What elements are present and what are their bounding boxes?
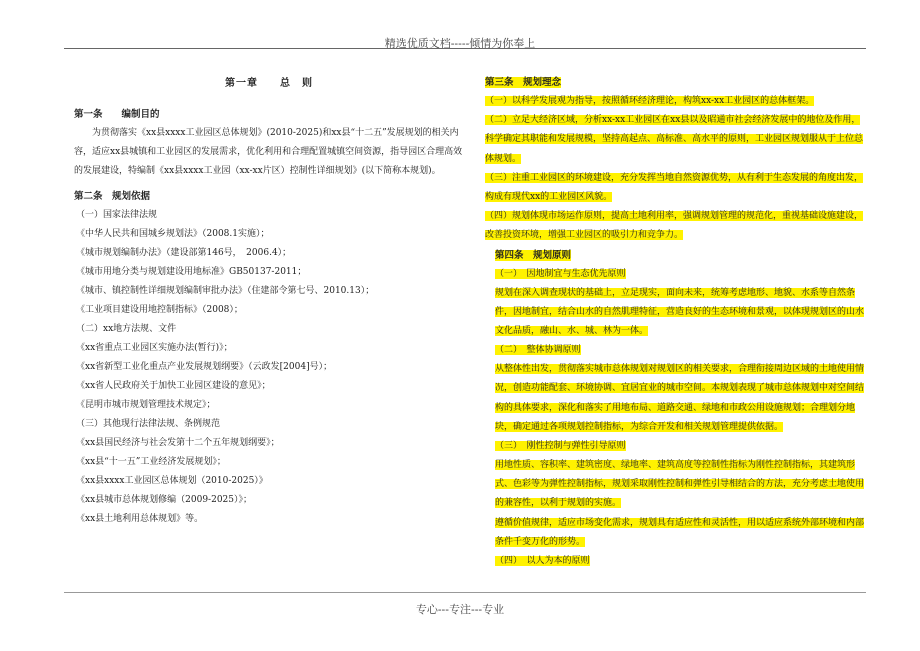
article-2-title: 第二条 规划依据 — [74, 191, 151, 202]
basis-item: 《xx省重点工业园区实施办法(暂行)》； — [76, 343, 233, 353]
basis-item: 《xx省新型工业化重点产业发展规划纲要》（云政发[2004]号）； — [76, 362, 333, 372]
basis-item: （一）国家法律法规 — [76, 210, 158, 220]
article-3-title: 第三条 规划理念 — [485, 77, 562, 88]
article-1-body: 为贯彻落实《xx县xxxx工业园区总体规划》(2010-2025)和xx县“十二五”发展规划的相关内容，适应xx县城镇和工业园区的发展需求，优化利用和合理配置城镇空间资源，指导园区合理高效的发展建设，特编制《xx县xxxx工业园（xx-xx片区）控制性详细规划》(以下简称本规划)。 — [74, 128, 463, 176]
basis-item: （三）其他现行法律法规、条例规范 — [76, 419, 221, 429]
article-4-title: 第四条 规划原则 — [495, 249, 572, 261]
principle-subtitle: （一） 因地制宜与生态优先原则 — [495, 268, 626, 279]
article-1-title: 第一条 编制目的 — [74, 109, 160, 120]
basis-item: 《工业项目建设用地控制指标》（2008）； — [76, 305, 243, 315]
basis-item: 《昆明市城市规划管理技术规定》； — [76, 400, 216, 410]
basis-item: 《xx县土地利用总体规划》等。 — [76, 514, 204, 524]
basis-item: 《xx县“十一五”工业经济发展规划》； — [76, 457, 226, 467]
basis-item: 《xx县国民经济与社会发第十二个五年规划纲要》； — [76, 438, 280, 448]
principle-subtitle: （二） 整体协调原则 — [495, 345, 581, 356]
principle-body: 规划在深入调查现状的基础上，立足现实，面向未来，统筹考虑地形、地貌、水系等自然条件，因地制宜，结合山水的自然肌理特征，营造良好的生态环境和景观，以体现规划区的山水文化品质，融山、水、城、林为一体。 — [495, 287, 865, 337]
principle-body: 遵循价值规律，适应市场变化需求，规划具有适应性和灵活性，用以适应系统外部环境和内部条件千变万化的形势。 — [495, 517, 865, 547]
basis-item: 《xx县城市总体规划修编（2009-2025）》； — [76, 495, 253, 505]
basis-item: 《城市用地分类与规划建设用地标准》GB50137-2011； — [76, 267, 307, 277]
concept-para: （一）以科学发展观为指导，按照循环经济理论，构筑xx-xx工业园区的总体框架。 — [485, 96, 815, 106]
principle-body: 用地性质、容积率、建筑密度、绿地率、建筑高度等控制性指标为刚性控制指标，其建筑形式、色彩等为弹性控制指标，规划采取刚性控制和弹性引导相结合的方法，充分考虑土地使用的兼容性，以利于规划的实施。 — [495, 460, 865, 509]
basis-item: 《中华人民共和国城乡规划法》（2008.1实施）； — [76, 229, 270, 239]
basis-item: 《城市、镇控制性详细规划编制审批办法》（住建部令第七号、2010.13）； — [76, 286, 375, 296]
basis-item: （二）xx地方法规、文件 — [76, 324, 177, 334]
principle-body: 从整体性出发，贯彻落实城市总体规划对规划区的相关要求，合理衔接周边区域的土地使用情况，创造功能配套、环境协调、宜居宜业的城市空间。本规划表现了城市总体规划中对空间结构的具体要求，深化和落实了用地布局、道路交通、绿地和市政公用设施规划；合理划分地块，确定通过各项规划控制指标，为综合开发和相关规划管理提供依据。 — [495, 364, 865, 432]
basis-item: 《城市规划编制办法》（建设部第146号， 2006.4）； — [76, 248, 292, 258]
page-footer: 专心---专注---专业 — [415, 603, 505, 616]
basis-item: 《xx县xxxx工业园区总体规划（2010-2025）》 — [76, 476, 268, 486]
basis-item: 《xx省人民政府关于加快工业园区建设的意见》； — [76, 381, 271, 391]
chapter-title: 第一章 总 则 — [225, 78, 313, 89]
right-column — [485, 73, 867, 571]
page-header: 精选优质文档-----倾情为你奉上 — [384, 37, 536, 50]
concept-para: （四）规划体现市场运作原则，提高土地利用率，强调规划管理的规范化，重视基础设施建设，改善投资环境，增强工业园区的吸引力和竞争力。 — [485, 211, 864, 241]
concept-para: （二）立足大经济区域，分析xx-xx工业园区在xx县以及昭通市社会经济发展中的地位及作用，科学确定其职能和发展规模，坚持高起点、高标准、高水平的原则，工业园区规划服从于上位总体规划。 — [485, 115, 864, 164]
footer-rule — [64, 592, 866, 593]
concept-para: （三）注重工业园区的环境建设，充分发挥当地自然资源优势，从有利于生态发展的角度出发，构成有现代xx的工业园区风貌。 — [485, 172, 864, 203]
principle-subtitle: （四） 以人为本的原则 — [495, 556, 590, 567]
left-column — [74, 74, 464, 529]
principle-subtitle: （三） 刚性控制与弹性引导原则 — [495, 441, 626, 452]
header-rule — [64, 48, 866, 49]
